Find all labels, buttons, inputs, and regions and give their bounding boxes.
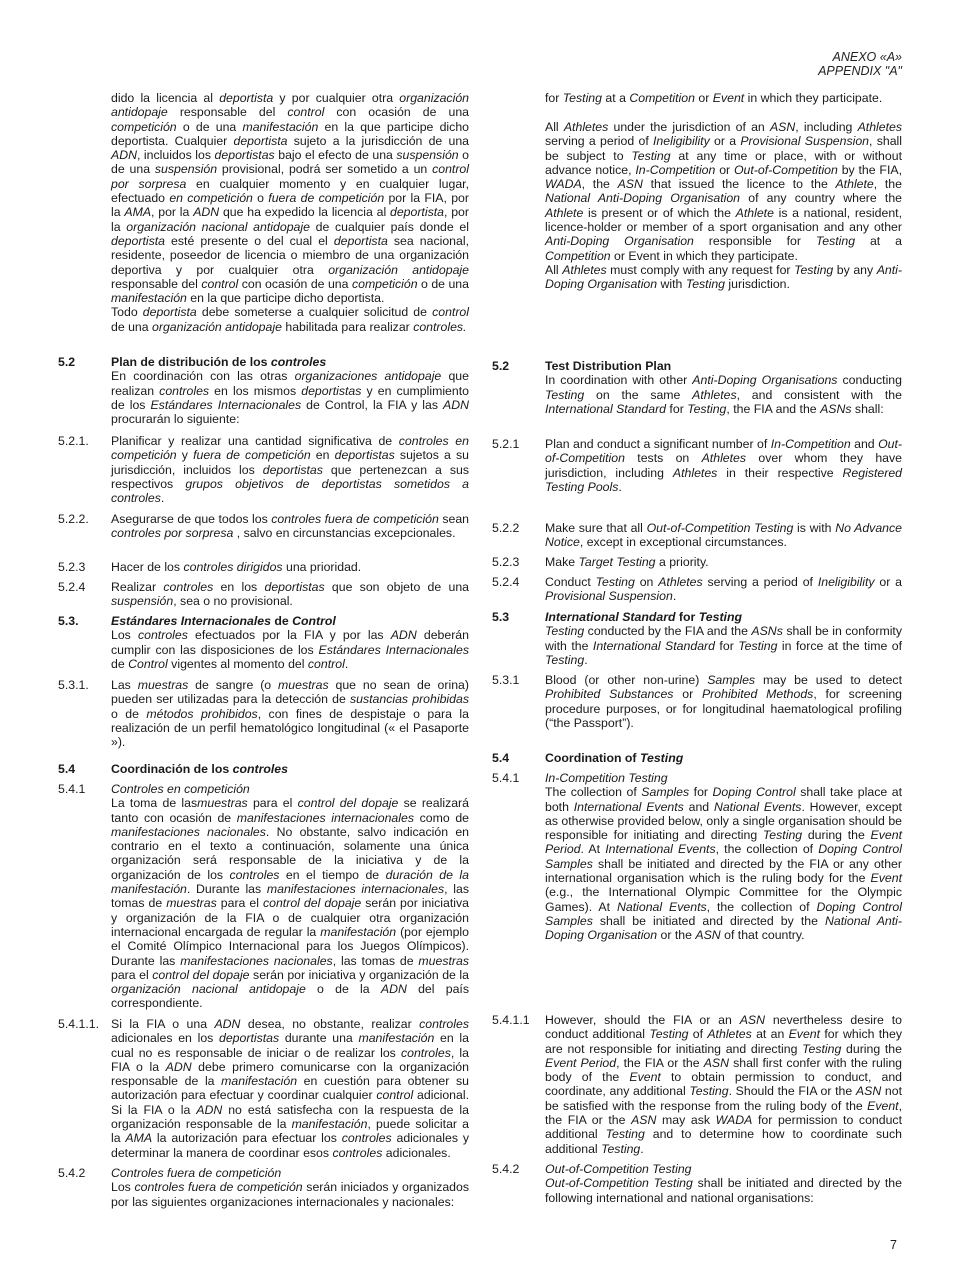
section-5-2	[58, 355, 469, 426]
clause-5-4-1	[58, 782, 469, 1011]
section-number: 5.2	[58, 355, 76, 369]
clause-5-4-2	[58, 1166, 469, 1209]
clause-text: Las muestras de sangre (o muestras que no sean de orina) pueden ser utilizadas para la detección de sustancias prohibidas o de métodos prohibidos, con fines de despistaje o para la realización de un perfil hematológico longitudinal (« el Pasaporte »).	[111, 678, 469, 750]
paragraph: Todo deportista debe someterse a cualquier solicitud de control de una organización antidopaje habilitada para realizar controles.	[111, 305, 469, 334]
section-number: 5.2	[492, 359, 510, 373]
section-title: Estándares Internacionales de Control	[111, 614, 336, 628]
clause-number: 5.3.1.	[58, 678, 89, 692]
clause-text: Realizar controles en los deportistas que son objeto de una suspensión, sea o no provisional.	[111, 580, 470, 609]
paragraph: In coordination with other Anti-Doping Organisations conducting Testing on the same Athletes, and consistent with the International Standard for Testing, the FIA and the ASNs shall:	[545, 373, 902, 416]
clause-5-2-2	[58, 512, 469, 541]
paragraph: Out-of-Competition Testing shall be initiated and directed by the following international and national organisations:	[545, 1176, 902, 1205]
page-header	[818, 50, 902, 78]
paragraph: The collection of Samples for Doping Control shall take place at both International Events and National Events. However, except as otherwise provided below, only a single organisation should be responsible for initiating and directing Testing during the Event Period. At International Events, the collection of Doping Control Samples shall be initiated and directed by the FIA or any other international organisation which is the ruling body for the Event (e.g., the International Olympic Committee for the Olympic Games). At National Events, the collection of Doping Control Samples shall be initiated and directed by the National Anti-Doping Organisation or the ASN of that country.	[545, 785, 903, 943]
clause-5-4-1-1	[492, 1013, 902, 1156]
clause-text: Hacer de los controles dirigidos una prioridad.	[111, 560, 362, 574]
paragraph: Los controles efectuados por la FIA y por las ADN deberán cumplir con las disposiciones de los Estándares Internacionales de Control vigentes al momento del control.	[111, 628, 469, 671]
clause-5-2-1	[58, 434, 469, 505]
intro-continuation	[492, 91, 902, 105]
clause-number: 5.4.1.1.	[58, 1017, 100, 1031]
clause-number: 5.2.1	[492, 437, 520, 451]
section-number: 5.3.	[58, 614, 79, 628]
clause-text: Conduct Testing on Athletes serving a period of Ineligibility or a Provisional Suspension.	[545, 575, 903, 604]
section-5-2	[492, 359, 902, 416]
clause-5-3-1	[58, 678, 469, 749]
clause-number: 5.2.4	[58, 580, 86, 594]
clause-text: Make Target Testing a priority.	[545, 555, 709, 569]
clause-5-2-1	[492, 437, 902, 494]
paragraph: All Athletes must comply with any request for Testing by any Anti-Doping Organisation with Testing jurisdiction.	[545, 262, 902, 292]
clause-number: 5.2.3	[58, 560, 86, 574]
paragraph: All Athletes under the jurisdiction of an ASN, including Athletes serving a period of Ineligibility or a Provisional Suspension, shall be subject to Testing at any time or place, with or without advance notice, In-Competition or Out-of-Competition by the FIA, WADA, the ASN that issued the licence to the Athlete, the National Anti-Doping Organisation of any country where the Athlete is present or of which the Athlete is a national, resident, licence-holder or member of a sport organisation and any other Anti-Doping Organisation responsible for Testing at a Competition or Event in which they participate.	[545, 120, 903, 263]
clause-number: 5.4.1	[58, 782, 86, 796]
paragraph: La toma de lasmuestras para el control del dopaje se realizará tanto con ocasión de manifestaciones internacionales como de manifestaciones nacionales. No obstante, salvo indicación en contrario en el texto a continuación, solamente una única organización será responsable de la iniciativa y de la organización de los controles en el tiempo de duración de la manifestación. Durante las manifestaciones internacionales, las tomas de muestras para el control del dopaje serán por iniciativa y organización de la FIA o de cualquier otra organización internacional encargada de regular la manifestación (por ejemplo el Comité Olímpico Internacional para los Juegos Olímpicos). Durante las manifestaciones nacionales, las tomas de muestras para el control del dopaje serán por iniciativa y organización de la organización nacional antidopaje o de la ADN del país correspondiente.	[111, 796, 469, 1011]
header-line-english: APPENDIX "A"	[818, 64, 902, 78]
page-number: 7	[890, 1238, 897, 1252]
section-5-3	[58, 614, 469, 671]
clause-5-4-1-1	[58, 1017, 469, 1160]
clause-subtitle: In-Competition Testing	[545, 771, 668, 785]
section-title: Coordination of Testing	[545, 751, 684, 765]
section-number: 5.4	[58, 762, 76, 776]
clause-number: 5.4.1.1	[492, 1013, 530, 1027]
section-title: Coordinación de los controles	[111, 762, 288, 776]
clause-number: 5.2.4	[492, 575, 520, 589]
clause-5-3-1	[492, 673, 902, 730]
section-number: 5.3	[492, 610, 510, 624]
clause-text: Asegurarse de que todos los controles fuera de competición sean controles por sorpresa , salvo en circunstancias excepcionales.	[111, 512, 469, 541]
clause-5-2-3	[492, 555, 902, 569]
paragraph: En coordinación con las otras organizaciones antidopaje que realizan controles en los mismos deportistas y en cumplimiento de los Estándares Internacionales de Control, la FIA y las ADN procurarán lo siguiente:	[111, 369, 470, 427]
clause-5-2-3	[58, 560, 469, 574]
clause-5-2-4	[492, 575, 902, 604]
clause-number: 5.4.2	[58, 1166, 86, 1180]
intro-paragraph	[492, 120, 902, 292]
clause-number: 5.4.1	[492, 771, 520, 785]
clause-text: Planificar y realizar una cantidad significativa de controles en competición y fuera de competición en deportistas sujetos a su jurisdicción, incluidos los deportistas que pertenezcan a sus respectivos grupos objetivos de deportistas sometidos a controles.	[111, 434, 470, 506]
section-5-4	[492, 751, 902, 765]
paragraph: dido la licencia al deportista y por cualquier otra organización antidopaje responsable del control con ocasión de una competición o de una manifestación en la que participe dicho deportista. Cualquier deportista sujeto a la jurisdicción de una ADN, incluidos los deportistas bajo el efecto de una suspensión o de una suspensión provisional, podrá ser sometido a un control por sorpresa en cualquier momento y en cualquier lugar, efectuado en competición o fuera de competición por la FIA, por la AMA, por la ADN que ha expedido la licencia al deportista, por la organización nacional antidopaje de cualquier país donde el deportista esté presente o del cual el deportista sea nacional, residente, poseedor de licencia o miembro de una organización deportiva y por cualquier otra organización antidopaje responsable del control con ocasión de una competición o de una manifestación en la que participe dicho deportista.	[111, 91, 470, 306]
section-number: 5.4	[492, 751, 510, 765]
clause-number: 5.2.2.	[58, 512, 89, 526]
paragraph: for Testing at a Competition or Event in which they participate.	[545, 91, 883, 105]
clause-text: Blood (or other non-urine) Samples may be used to detect Prohibited Substances or Prohibited Methods, for screening procedure purposes, or for longitudinal haematological profiling (“the Passport”).	[545, 673, 902, 730]
section-title: Plan de distribución de los controles	[111, 355, 327, 369]
clause-5-4-1	[492, 771, 902, 943]
clause-5-2-4	[58, 580, 469, 609]
clause-subtitle: Controles en competición	[111, 782, 250, 796]
section-title: Test Distribution Plan	[545, 359, 672, 373]
clause-text: However, should the FIA or an ASN nevertheless desire to conduct additional Testing of Athletes at an Event for which they are not responsible for initiating and directing Testing during the Event Period, the FIA or the ASN shall first confer with the ruling body of the Event to obtain permission to conduct, and coordinate, any additional Testing. Should the FIA or the ASN not be satisfied with the response from the ruling body of the Event, the FIA or the ASN may ask WADA for permission to conduct additional Testing and to determine how to coordinate such additional Testing.	[545, 1013, 902, 1156]
clause-subtitle: Out-of-Competition Testing	[545, 1162, 692, 1176]
clause-number: 5.2.1.	[58, 434, 89, 448]
clause-5-2-2	[492, 521, 902, 550]
intro-continuation	[58, 91, 469, 334]
clause-number: 5.2.3	[492, 555, 520, 569]
clause-body: Si la FIA o una ADN desea, no obstante, realizar controles adicionales en los deportistas durante una manifestación en la cual no es responsable de iniciar o de realizar los controles, la FIA o la ADN debe primero comunicarse con la organización responsable de la manifestación en cuestión para obtener su autorización para efectuar y coordinar cualquier control adicional. Si la FIA o la ADN no está satisfecha con la respuesta de la organización responsable de la manifestación, puede solicitar a la AMA la autorización para efectuar los controles adicionales y determinar la manera de coordinar esos controles adicionales.	[111, 1017, 470, 1160]
section-5-3	[492, 610, 902, 667]
section-5-4	[58, 762, 469, 776]
clause-5-4-2	[492, 1162, 902, 1205]
section-title: International Standard for Testing	[545, 610, 743, 624]
clause-text: Make sure that all Out-of-Competition Testing is with No Advance Notice, except in exceptional circumstances.	[545, 521, 902, 550]
clause-text	[58, 1017, 469, 1160]
clause-number: 5.4.2	[492, 1162, 520, 1176]
header-line-spanish: ANEXO «A»	[832, 50, 902, 64]
paragraph: Los controles fuera de competición serán iniciados y organizados por las siguientes organizaciones internacionales y nacionales:	[111, 1180, 470, 1209]
paragraph: Testing conducted by the FIA and the ASNs shall be in conformity with the International Standard for Testing in force at the time of Testing.	[545, 624, 903, 667]
clause-subtitle: Controles fuera de competición	[111, 1166, 282, 1180]
clause-number: 5.2.2	[492, 521, 520, 535]
clause-text: Plan and conduct a significant number of In-Competition and Out-of-Competition tests on Athletes over whom they have jurisdiction, including Athletes in their respective Registered Testing Pools.	[545, 437, 902, 494]
clause-number: 5.3.1	[492, 673, 520, 687]
